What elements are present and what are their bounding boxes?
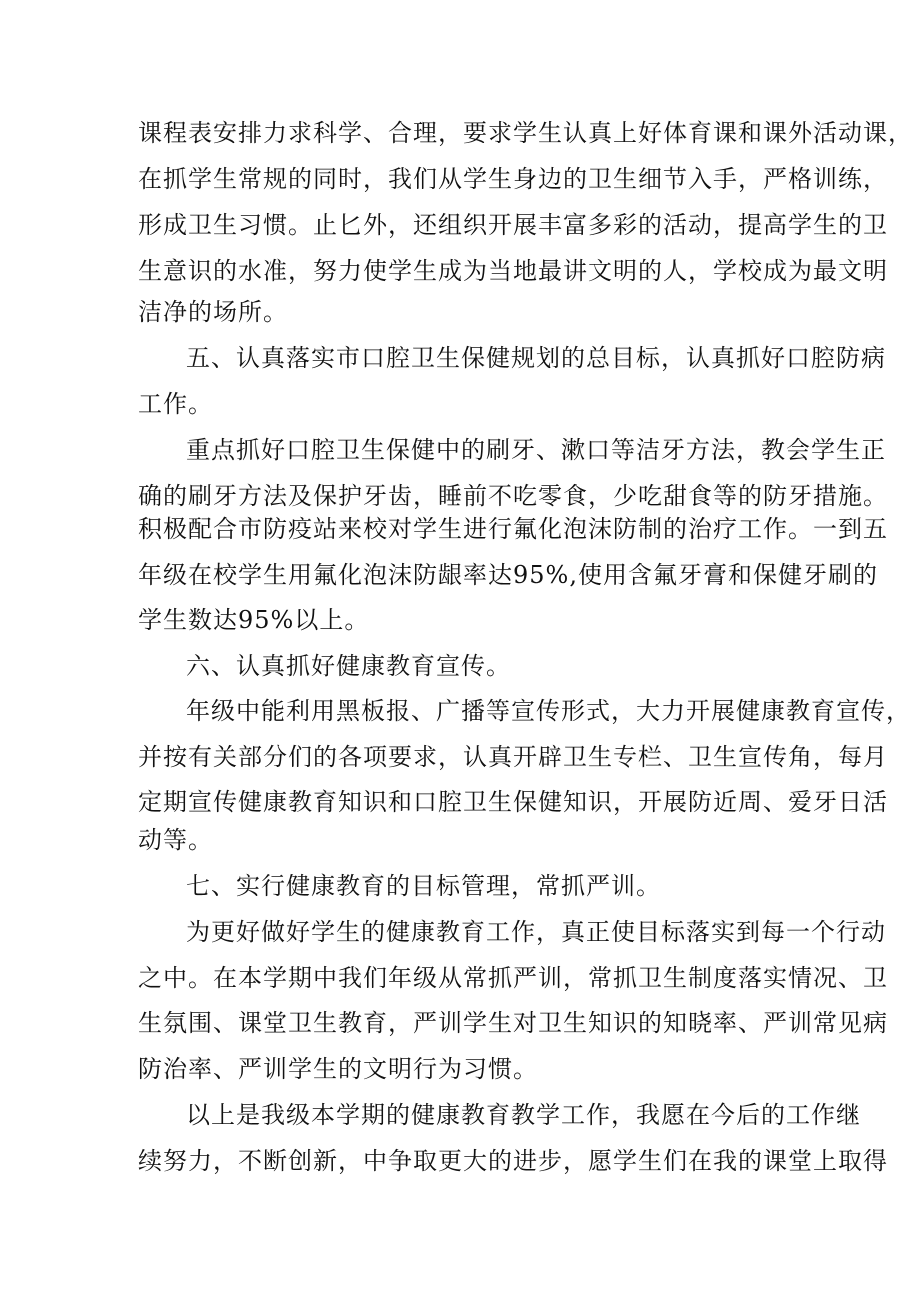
text-line: 工作。	[138, 390, 213, 418]
section-heading: 六、认真抓好健康教育宣传。	[186, 652, 511, 680]
text-line: 年级中能利用黑板报、广播等宣传形式，大力开展健康教育宣传，	[186, 697, 911, 725]
text-line: 防治率、严训学生的文明行为习惯。	[138, 1055, 538, 1083]
text-line: 动等。	[138, 826, 213, 854]
section-heading: 七、实行健康教育的目标管理，常抓严训。	[186, 872, 661, 900]
text-line: 在抓学生常规的同时，我们从学生身边的卫生细节入手，严格训练，	[138, 165, 888, 193]
text-line: 年级在校学生用氟化泡沫防龈率达95%,使用含氟牙膏和保健牙刷的	[138, 561, 878, 589]
text-line: 之中。在本学期中我们年级从常抓严训，常抓卫生制度落实情况、卫	[138, 964, 888, 992]
text-line: 洁净的场所。	[138, 298, 288, 326]
text-line: 重点抓好口腔卫生保健中的刷牙、漱口等洁牙方法，教会学生正	[186, 436, 886, 464]
text-line: 课程表安排力求科学、合理，要求学生认真上好体育课和课外活动课，	[138, 119, 913, 147]
section-heading: 五、认真落实市口腔卫生保健规划的总目标，认真抓好口腔防病	[186, 344, 886, 372]
text-line: 生氛围、课堂卫生教育，严训学生对卫生知识的知晓率、严训常见病	[138, 1009, 888, 1037]
text-line: 生意识的水准，努力使学生成为当地最讲文明的人，学校成为最文明	[138, 257, 888, 285]
text-line: 定期宣传健康教育知识和口腔卫生保健知识，开展防近周、爱牙日活	[138, 788, 888, 816]
text-line: 并按有关部分们的各项要求，认真开辟卫生专栏、卫生宣传角，每月	[138, 743, 888, 771]
text-line: 为更好做好学生的健康教育工作，真正使目标落实到每一个行动	[186, 918, 886, 946]
text-line: 形成卫生习惯。止匕外，还组织开展丰富多彩的活动，提高学生的卫	[138, 211, 888, 239]
text-line: 学生数达95%以上。	[138, 606, 370, 634]
text-line: 以上是我级本学期的健康教育教学工作，我愿在今后的工作继	[186, 1101, 861, 1129]
text-line: 确的刷牙方法及保护牙齿，睡前不吃零食，少吃甜食等的防牙措施。	[138, 482, 888, 510]
text-line: 积极配合市防疫站来校对学生进行氟化泡沫防制的治疗工作。一到五	[138, 515, 888, 543]
text-line: 续努力，不断创新，中争取更大的进步，愿学生们在我的课堂上取得	[138, 1147, 888, 1175]
